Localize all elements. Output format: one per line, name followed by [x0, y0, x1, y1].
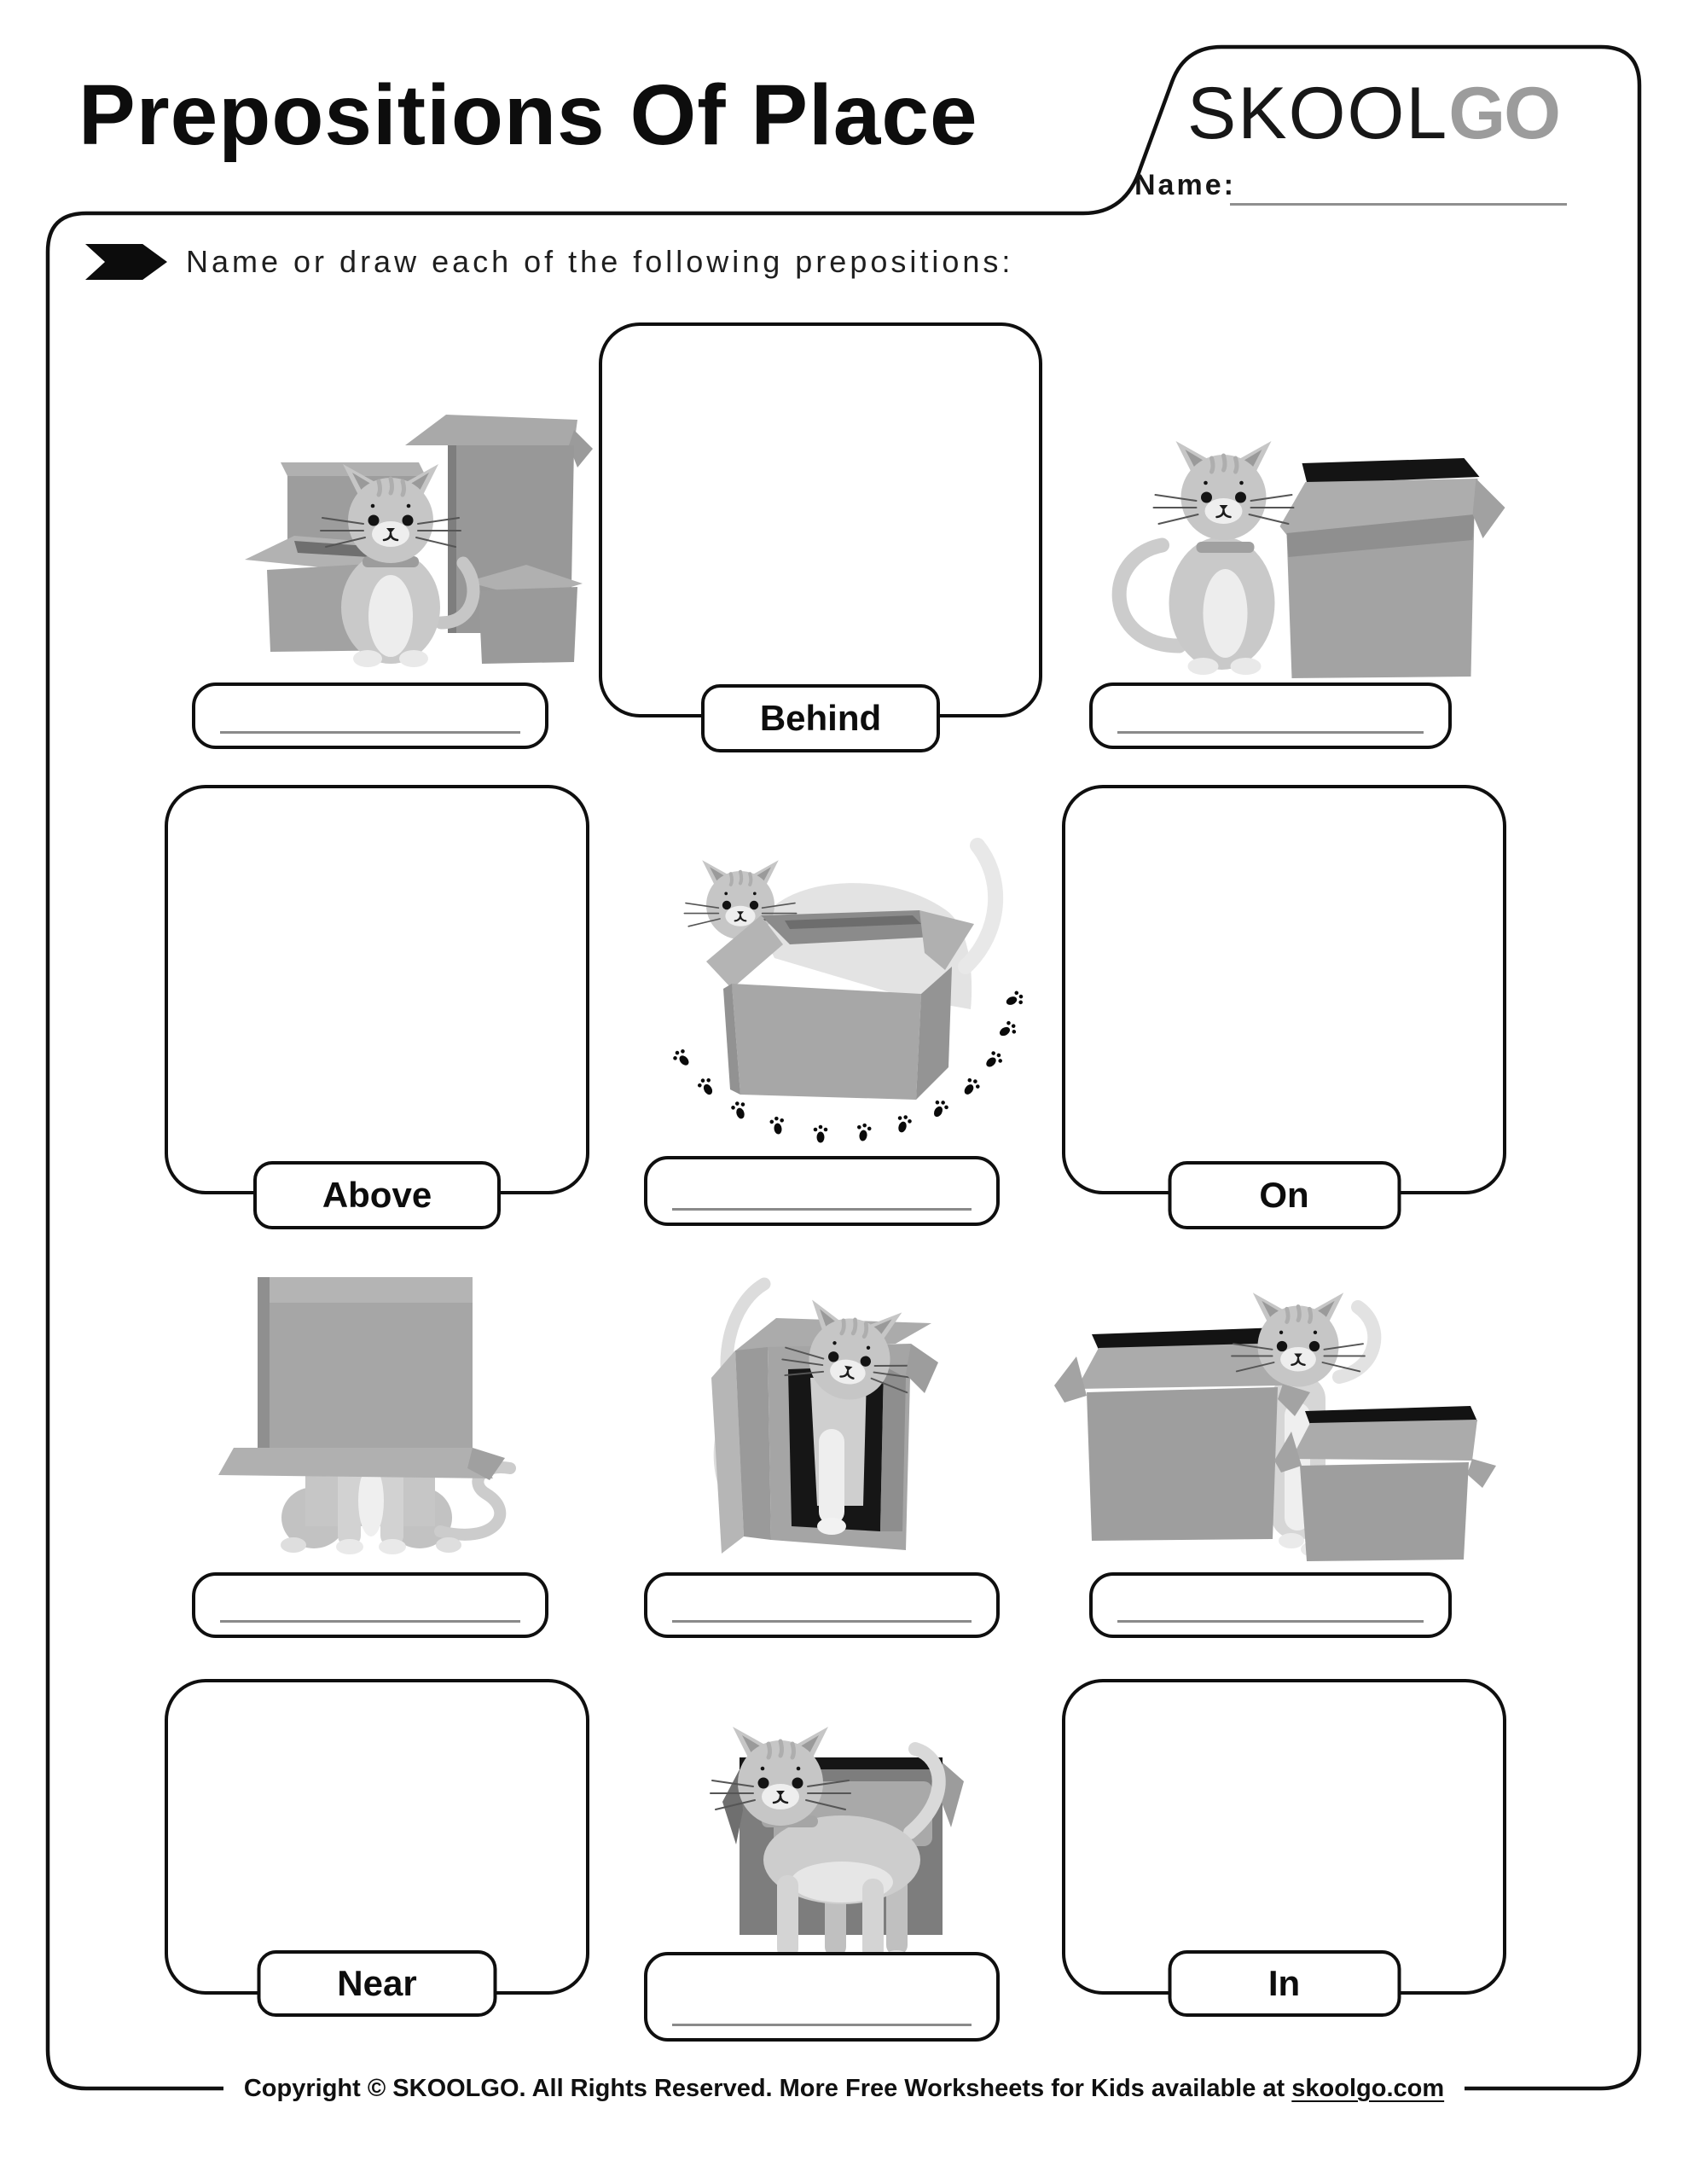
- name-input-line[interactable]: [1230, 203, 1567, 206]
- preposition-label: In: [1267, 1963, 1301, 2003]
- draw-box-behind[interactable]: [599, 322, 1042, 738]
- answer-line[interactable]: [220, 731, 521, 734]
- footer-brand-go: GO: [480, 2075, 519, 2102]
- draw-box-on[interactable]: [1062, 785, 1506, 1215]
- label-pill-in: [1168, 1950, 1401, 2017]
- page-title: Prepositions Of Place: [78, 67, 978, 163]
- logo-skool-text: SKOOL: [1186, 73, 1449, 154]
- preposition-label: On: [1259, 1175, 1309, 1215]
- answer-line[interactable]: [672, 1620, 972, 1623]
- draw-box-near[interactable]: [165, 1679, 589, 2003]
- preposition-label: Behind: [759, 698, 882, 738]
- answer-line[interactable]: [672, 1208, 972, 1211]
- answer-box-out-of[interactable]: [644, 1572, 1000, 1638]
- answer-box-around[interactable]: [644, 1156, 1000, 1226]
- instruction-row: [85, 241, 1013, 283]
- answer-box-under[interactable]: [192, 1572, 548, 1638]
- copyright-text: [223, 2075, 1465, 2102]
- label-pill-near: [258, 1950, 497, 2017]
- footer: [0, 2070, 1688, 2107]
- skoolgo-logo: [1160, 72, 1586, 156]
- cat-under-box-illustration: [205, 1263, 546, 1563]
- answer-box-among[interactable]: [192, 682, 548, 749]
- copyright-prefix: Copyright ©: [243, 2075, 393, 2102]
- cat-out-of-box-illustration: [682, 1250, 968, 1570]
- logo-go-text: GO: [1448, 73, 1560, 154]
- answer-line[interactable]: [1117, 1620, 1424, 1623]
- cat-next-to-box-illustration: [1076, 405, 1507, 687]
- skoolgo-link[interactable]: skoolgo.com: [1291, 2075, 1445, 2102]
- draw-box-above[interactable]: [165, 785, 589, 1215]
- answer-line[interactable]: [220, 1620, 521, 1623]
- answer-line[interactable]: [1117, 731, 1424, 734]
- footer-brand-skool: SKOOL: [392, 2075, 481, 2102]
- label-pill-behind: [701, 684, 940, 752]
- cat-around-box-illustration: [631, 785, 1041, 1153]
- name-label: Name:: [1134, 169, 1236, 201]
- preposition-label: Above: [322, 1175, 432, 1215]
- draw-box-in[interactable]: [1062, 1679, 1506, 2003]
- cat-between-boxes-illustration: [1039, 1256, 1499, 1570]
- copyright-middle: . All Rights Reserved. More Free Worksheets for Kids available at: [519, 2075, 1292, 2102]
- name-row: [1134, 169, 1595, 202]
- instruction-text: Name or draw each of the following prepositions:: [186, 244, 1014, 279]
- answer-line[interactable]: [672, 2024, 972, 2026]
- answer-box-between[interactable]: [1089, 1572, 1452, 1638]
- preposition-label: Near: [337, 1963, 417, 2003]
- answer-box-in-front-of[interactable]: [644, 1952, 1000, 2042]
- cat-among-boxes-illustration: [192, 367, 593, 674]
- label-pill-above: [253, 1161, 501, 1229]
- arrow-bullet-icon: [85, 244, 167, 280]
- label-pill-on: [1168, 1161, 1401, 1229]
- cat-in-front-of-box-illustration: [695, 1698, 964, 1984]
- answer-box-next-to[interactable]: [1089, 682, 1452, 749]
